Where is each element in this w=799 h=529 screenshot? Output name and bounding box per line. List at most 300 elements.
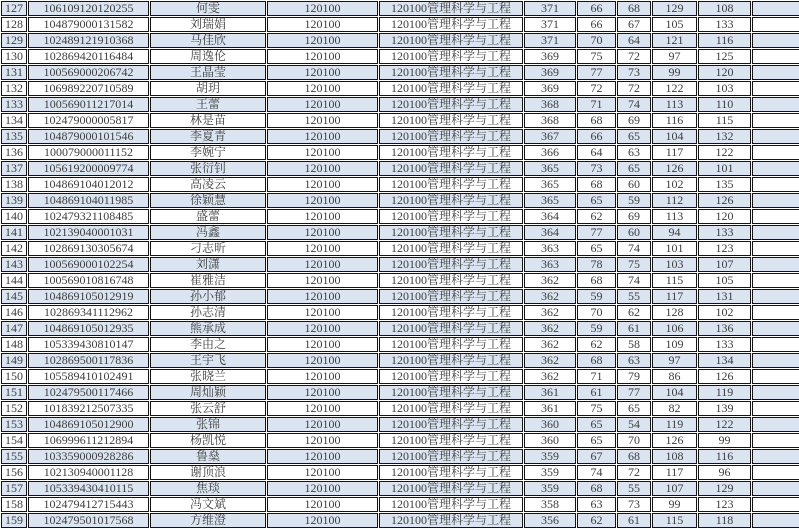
score-2-cell: 60 xyxy=(617,177,651,192)
score-1-cell: 78 xyxy=(577,257,616,272)
table-row xyxy=(1,321,799,336)
row-index-cell: 156 xyxy=(1,465,27,480)
score-1-cell: 65 xyxy=(577,433,616,448)
major-name-cell: 120100管理科学与工程 xyxy=(379,65,523,80)
score-1-cell: 73 xyxy=(577,161,616,176)
score-3-cell: 119 xyxy=(652,417,697,432)
major-code-cell: 120100 xyxy=(267,433,378,448)
major-code-cell: 120100 xyxy=(267,193,378,208)
row-index-cell: 128 xyxy=(1,17,27,32)
table-row xyxy=(1,177,799,192)
score-1-cell: 65 xyxy=(577,241,616,256)
score-4-cell: 99 xyxy=(698,433,751,448)
score-2-cell: 58 xyxy=(617,337,651,352)
score-2-cell: 70 xyxy=(617,433,651,448)
score-2-cell: 69 xyxy=(617,113,651,128)
score-3-cell: 104 xyxy=(652,129,697,144)
row-index-cell: 153 xyxy=(1,417,27,432)
empty-cell xyxy=(752,209,799,224)
name-cell: 马佳欣 xyxy=(150,33,266,48)
row-index-cell: 142 xyxy=(1,241,27,256)
table-row xyxy=(1,241,799,256)
table-row xyxy=(1,273,799,288)
major-name-cell: 120100管理科学与工程 xyxy=(379,241,523,256)
score-1-cell: 77 xyxy=(577,65,616,80)
score-2-cell: 73 xyxy=(617,497,651,512)
table-row xyxy=(1,113,799,128)
table-row xyxy=(1,49,799,64)
total-score-cell: 365 xyxy=(524,161,576,176)
name-cell: 鲁燊 xyxy=(150,449,266,464)
score-1-cell: 59 xyxy=(577,321,616,336)
score-2-cell: 79 xyxy=(617,369,651,384)
major-code-cell: 120100 xyxy=(267,481,378,496)
name-cell: 谢顶浪 xyxy=(150,465,266,480)
major-name-cell: 120100管理科学与工程 xyxy=(379,353,523,368)
score-3-cell: 106 xyxy=(652,321,697,336)
score-1-cell: 67 xyxy=(577,449,616,464)
candidate-id-cell: 102869341112962 xyxy=(28,305,149,320)
total-score-cell: 364 xyxy=(524,225,576,240)
major-name-cell: 120100管理科学与工程 xyxy=(379,337,523,352)
table-row xyxy=(1,369,799,384)
score-2-cell: 61 xyxy=(617,321,651,336)
score-1-cell: 68 xyxy=(577,353,616,368)
major-name-cell: 120100管理科学与工程 xyxy=(379,129,523,144)
major-code-cell: 120100 xyxy=(267,449,378,464)
score-1-cell: 61 xyxy=(577,385,616,400)
major-name-cell: 120100管理科学与工程 xyxy=(379,177,523,192)
row-index-cell: 149 xyxy=(1,353,27,368)
score-4-cell: 135 xyxy=(698,177,751,192)
name-cell: 张云舒 xyxy=(150,401,266,416)
major-code-cell: 120100 xyxy=(267,129,378,144)
table-row xyxy=(1,225,799,240)
candidate-id-cell: 102139040001031 xyxy=(28,225,149,240)
major-code-cell: 120100 xyxy=(267,1,378,16)
row-index-cell: 158 xyxy=(1,497,27,512)
candidate-id-cell: 104869105012919 xyxy=(28,289,149,304)
total-score-cell: 362 xyxy=(524,337,576,352)
score-4-cell: 131 xyxy=(698,289,751,304)
score-3-cell: 102 xyxy=(652,177,697,192)
total-score-cell: 368 xyxy=(524,113,576,128)
score-2-cell: 72 xyxy=(617,49,651,64)
major-name-cell: 120100管理科学与工程 xyxy=(379,465,523,480)
score-3-cell: 104 xyxy=(652,385,697,400)
empty-cell xyxy=(752,305,799,320)
row-index-cell: 138 xyxy=(1,177,27,192)
row-index-cell: 148 xyxy=(1,337,27,352)
score-1-cell: 59 xyxy=(577,289,616,304)
score-4-cell: 123 xyxy=(698,241,751,256)
major-code-cell: 120100 xyxy=(267,465,378,480)
major-code-cell: 120100 xyxy=(267,225,378,240)
score-4-cell: 122 xyxy=(698,145,751,160)
score-3-cell: 86 xyxy=(652,369,697,384)
table-row xyxy=(1,385,799,400)
total-score-cell: 361 xyxy=(524,401,576,416)
candidate-id-cell: 104879000131582 xyxy=(28,17,149,32)
name-cell: 冯文斌 xyxy=(150,497,266,512)
candidate-id-cell: 102479500117466 xyxy=(28,385,149,400)
name-cell: 孙志清 xyxy=(150,305,266,320)
row-index-cell: 140 xyxy=(1,209,27,224)
table-row xyxy=(1,129,799,144)
score-1-cell: 74 xyxy=(577,465,616,480)
score-1-cell: 68 xyxy=(577,177,616,192)
score-2-cell: 68 xyxy=(617,449,651,464)
row-index-cell: 151 xyxy=(1,385,27,400)
table-row xyxy=(1,193,799,208)
row-index-cell: 133 xyxy=(1,97,27,112)
name-cell: 周逸伦 xyxy=(150,49,266,64)
major-code-cell: 120100 xyxy=(267,113,378,128)
score-2-cell: 54 xyxy=(617,417,651,432)
name-cell: 焦琰 xyxy=(150,481,266,496)
score-2-cell: 61 xyxy=(617,513,651,528)
total-score-cell: 367 xyxy=(524,129,576,144)
row-index-cell: 145 xyxy=(1,289,27,304)
candidate-id-cell: 105589410102491 xyxy=(28,369,149,384)
total-score-cell: 362 xyxy=(524,289,576,304)
candidate-id-cell: 102479501017568 xyxy=(28,513,149,528)
candidate-id-cell: 105339430410115 xyxy=(28,481,149,496)
total-score-cell: 362 xyxy=(524,273,576,288)
total-score-cell: 369 xyxy=(524,49,576,64)
score-3-cell: 108 xyxy=(652,449,697,464)
score-1-cell: 66 xyxy=(577,129,616,144)
score-4-cell: 122 xyxy=(698,417,751,432)
score-2-cell: 73 xyxy=(617,65,651,80)
name-cell: 李由之 xyxy=(150,337,266,352)
score-2-cell: 65 xyxy=(617,401,651,416)
score-1-cell: 62 xyxy=(577,513,616,528)
score-2-cell: 64 xyxy=(617,33,651,48)
name-cell: 李夏青 xyxy=(150,129,266,144)
major-name-cell: 120100管理科学与工程 xyxy=(379,513,523,528)
score-4-cell: 96 xyxy=(698,465,751,480)
major-name-cell: 120100管理科学与工程 xyxy=(379,81,523,96)
major-code-cell: 120100 xyxy=(267,257,378,272)
major-name-cell: 120100管理科学与工程 xyxy=(379,433,523,448)
table-row xyxy=(1,401,799,416)
name-cell: 冯鑫 xyxy=(150,225,266,240)
major-name-cell: 120100管理科学与工程 xyxy=(379,369,523,384)
empty-cell xyxy=(752,113,799,128)
major-name-cell: 120100管理科学与工程 xyxy=(379,113,523,128)
total-score-cell: 362 xyxy=(524,353,576,368)
major-name-cell: 120100管理科学与工程 xyxy=(379,321,523,336)
major-code-cell: 120100 xyxy=(267,385,378,400)
score-4-cell: 120 xyxy=(698,209,751,224)
score-3-cell: 116 xyxy=(652,113,697,128)
candidate-id-cell: 102869130305674 xyxy=(28,241,149,256)
row-index-cell: 157 xyxy=(1,481,27,496)
candidate-id-cell: 100079000011152 xyxy=(28,145,149,160)
score-4-cell: 126 xyxy=(698,369,751,384)
table-row xyxy=(1,465,799,480)
score-2-cell: 74 xyxy=(617,97,651,112)
candidate-id-cell: 102130940001128 xyxy=(28,465,149,480)
candidate-id-cell: 100569000206742 xyxy=(28,65,149,80)
score-1-cell: 68 xyxy=(577,481,616,496)
table-row xyxy=(1,449,799,464)
total-score-cell: 362 xyxy=(524,305,576,320)
score-2-cell: 74 xyxy=(617,273,651,288)
major-name-cell: 120100管理科学与工程 xyxy=(379,385,523,400)
score-3-cell: 82 xyxy=(652,401,697,416)
score-4-cell: 118 xyxy=(698,513,751,528)
total-score-cell: 362 xyxy=(524,321,576,336)
candidate-id-cell: 100569010816748 xyxy=(28,273,149,288)
name-cell: 高凌云 xyxy=(150,177,266,192)
score-4-cell: 125 xyxy=(698,49,751,64)
major-name-cell: 120100管理科学与工程 xyxy=(379,193,523,208)
major-name-cell: 120100管理科学与工程 xyxy=(379,209,523,224)
candidate-id-cell: 106999611212894 xyxy=(28,433,149,448)
empty-cell xyxy=(752,481,799,496)
empty-cell xyxy=(752,385,799,400)
empty-cell xyxy=(752,145,799,160)
empty-cell xyxy=(752,353,799,368)
row-index-cell: 159 xyxy=(1,513,27,528)
score-4-cell: 116 xyxy=(698,449,751,464)
empty-cell xyxy=(752,97,799,112)
table-row xyxy=(1,481,799,496)
score-3-cell: 113 xyxy=(652,209,697,224)
major-code-cell: 120100 xyxy=(267,417,378,432)
score-4-cell: 101 xyxy=(698,161,751,176)
major-code-cell: 120100 xyxy=(267,289,378,304)
name-cell: 李婉宁 xyxy=(150,145,266,160)
score-2-cell: 55 xyxy=(617,481,651,496)
score-3-cell: 115 xyxy=(652,513,697,528)
empty-cell xyxy=(752,417,799,432)
name-cell: 张晓兰 xyxy=(150,369,266,384)
row-index-cell: 137 xyxy=(1,161,27,176)
score-4-cell: 116 xyxy=(698,33,751,48)
score-1-cell: 65 xyxy=(577,193,616,208)
score-2-cell: 60 xyxy=(617,225,651,240)
row-index-cell: 129 xyxy=(1,33,27,48)
major-code-cell: 120100 xyxy=(267,49,378,64)
name-cell: 张锦 xyxy=(150,417,266,432)
name-cell: 刘潇 xyxy=(150,257,266,272)
candidate-id-cell: 100569011217014 xyxy=(28,97,149,112)
score-4-cell: 108 xyxy=(698,1,751,16)
candidate-id-cell: 105619200009774 xyxy=(28,161,149,176)
name-cell: 周灿颖 xyxy=(150,385,266,400)
major-name-cell: 120100管理科学与工程 xyxy=(379,225,523,240)
score-4-cell: 103 xyxy=(698,81,751,96)
row-index-cell: 132 xyxy=(1,81,27,96)
major-code-cell: 120100 xyxy=(267,497,378,512)
total-score-cell: 359 xyxy=(524,449,576,464)
major-code-cell: 120100 xyxy=(267,209,378,224)
name-cell: 胡玥 xyxy=(150,81,266,96)
total-score-cell: 371 xyxy=(524,1,576,16)
empty-cell xyxy=(752,465,799,480)
score-2-cell: 63 xyxy=(617,353,651,368)
score-1-cell: 68 xyxy=(577,113,616,128)
row-index-cell: 131 xyxy=(1,65,27,80)
score-4-cell: 129 xyxy=(698,481,751,496)
table-row xyxy=(1,257,799,272)
total-score-cell: 358 xyxy=(524,497,576,512)
score-4-cell: 139 xyxy=(698,401,751,416)
score-3-cell: 117 xyxy=(652,145,697,160)
row-index-cell: 136 xyxy=(1,145,27,160)
name-cell: 王蕾 xyxy=(150,97,266,112)
candidate-id-cell: 104869105012900 xyxy=(28,417,149,432)
candidate-id-cell: 106989220710589 xyxy=(28,81,149,96)
major-name-cell: 120100管理科学与工程 xyxy=(379,289,523,304)
row-index-cell: 130 xyxy=(1,49,27,64)
empty-cell xyxy=(752,401,799,416)
major-code-cell: 120100 xyxy=(267,305,378,320)
name-cell: 何雯 xyxy=(150,1,266,16)
major-code-cell: 120100 xyxy=(267,273,378,288)
major-name-cell: 120100管理科学与工程 xyxy=(379,401,523,416)
total-score-cell: 360 xyxy=(524,417,576,432)
name-cell: 刘瑞娟 xyxy=(150,17,266,32)
score-3-cell: 117 xyxy=(652,289,697,304)
table-row xyxy=(1,97,799,112)
candidate-id-cell: 100569000102254 xyxy=(28,257,149,272)
table-row xyxy=(1,209,799,224)
empty-cell xyxy=(752,225,799,240)
score-4-cell: 136 xyxy=(698,321,751,336)
total-score-cell: 371 xyxy=(524,33,576,48)
total-score-cell: 365 xyxy=(524,177,576,192)
row-index-cell: 143 xyxy=(1,257,27,272)
table-row xyxy=(1,353,799,368)
score-3-cell: 101 xyxy=(652,241,697,256)
empty-cell xyxy=(752,1,799,16)
total-score-cell: 360 xyxy=(524,433,576,448)
table-row xyxy=(1,417,799,432)
empty-cell xyxy=(752,241,799,256)
score-4-cell: 133 xyxy=(698,17,751,32)
candidate-id-cell: 102479321108485 xyxy=(28,209,149,224)
major-code-cell: 120100 xyxy=(267,241,378,256)
empty-cell xyxy=(752,193,799,208)
major-name-cell: 120100管理科学与工程 xyxy=(379,145,523,160)
candidate-id-cell: 102869500117836 xyxy=(28,353,149,368)
candidate-id-cell: 104869104011985 xyxy=(28,193,149,208)
major-name-cell: 120100管理科学与工程 xyxy=(379,161,523,176)
score-2-cell: 62 xyxy=(617,305,651,320)
score-3-cell: 128 xyxy=(652,305,697,320)
major-name-cell: 120100管理科学与工程 xyxy=(379,449,523,464)
score-2-cell: 67 xyxy=(617,17,651,32)
score-1-cell: 63 xyxy=(577,497,616,512)
candidate-id-cell: 106109120120255 xyxy=(28,1,149,16)
empty-cell xyxy=(752,81,799,96)
table-row xyxy=(1,145,799,160)
name-cell: 徐颖慧 xyxy=(150,193,266,208)
major-code-cell: 120100 xyxy=(267,369,378,384)
table-row xyxy=(1,81,799,96)
major-name-cell: 120100管理科学与工程 xyxy=(379,497,523,512)
name-cell: 盛蕾 xyxy=(150,209,266,224)
score-2-cell: 55 xyxy=(617,289,651,304)
score-3-cell: 94 xyxy=(652,225,697,240)
name-cell: 张衍钊 xyxy=(150,161,266,176)
major-name-cell: 120100管理科学与工程 xyxy=(379,257,523,272)
empty-cell xyxy=(752,497,799,512)
score-4-cell: 115 xyxy=(698,113,751,128)
name-cell: 孙小郁 xyxy=(150,289,266,304)
score-3-cell: 97 xyxy=(652,49,697,64)
score-1-cell: 77 xyxy=(577,225,616,240)
total-score-cell: 356 xyxy=(524,513,576,528)
score-1-cell: 71 xyxy=(577,369,616,384)
empty-cell xyxy=(752,65,799,80)
candidate-id-cell: 102479000005817 xyxy=(28,113,149,128)
candidate-id-cell: 104869104012012 xyxy=(28,177,149,192)
score-1-cell: 75 xyxy=(577,49,616,64)
score-2-cell: 69 xyxy=(617,209,651,224)
major-name-cell: 120100管理科学与工程 xyxy=(379,97,523,112)
name-cell: 王晶莹 xyxy=(150,65,266,80)
score-1-cell: 62 xyxy=(577,209,616,224)
score-2-cell: 68 xyxy=(617,1,651,16)
major-code-cell: 120100 xyxy=(267,81,378,96)
candidate-id-cell: 102869420116484 xyxy=(28,49,149,64)
major-name-cell: 120100管理科学与工程 xyxy=(379,305,523,320)
score-1-cell: 64 xyxy=(577,145,616,160)
score-3-cell: 126 xyxy=(652,161,697,176)
total-score-cell: 368 xyxy=(524,97,576,112)
empty-cell xyxy=(752,49,799,64)
candidate-id-cell: 105339430810147 xyxy=(28,337,149,352)
score-1-cell: 72 xyxy=(577,81,616,96)
empty-cell xyxy=(752,17,799,32)
candidate-id-cell: 104879000101546 xyxy=(28,129,149,144)
total-score-cell: 371 xyxy=(524,17,576,32)
empty-cell xyxy=(752,33,799,48)
score-4-cell: 126 xyxy=(698,193,751,208)
score-1-cell: 70 xyxy=(577,33,616,48)
major-code-cell: 120100 xyxy=(267,401,378,416)
row-index-cell: 154 xyxy=(1,433,27,448)
row-index-cell: 135 xyxy=(1,129,27,144)
major-name-cell: 120100管理科学与工程 xyxy=(379,17,523,32)
score-4-cell: 105 xyxy=(698,273,751,288)
score-4-cell: 107 xyxy=(698,257,751,272)
total-score-cell: 363 xyxy=(524,241,576,256)
candidate-id-cell: 104869105012935 xyxy=(28,321,149,336)
row-index-cell: 134 xyxy=(1,113,27,128)
row-index-cell: 155 xyxy=(1,449,27,464)
table-row xyxy=(1,161,799,176)
candidate-id-cell: 102479412715443 xyxy=(28,497,149,512)
score-3-cell: 99 xyxy=(652,65,697,80)
row-index-cell: 150 xyxy=(1,369,27,384)
name-cell: 林是苗 xyxy=(150,113,266,128)
score-2-cell: 77 xyxy=(617,385,651,400)
empty-cell xyxy=(752,161,799,176)
score-3-cell: 112 xyxy=(652,193,697,208)
score-2-cell: 75 xyxy=(617,257,651,272)
major-code-cell: 120100 xyxy=(267,513,378,528)
score-4-cell: 120 xyxy=(698,65,751,80)
score-3-cell: 122 xyxy=(652,81,697,96)
table-row xyxy=(1,17,799,32)
score-3-cell: 115 xyxy=(652,273,697,288)
